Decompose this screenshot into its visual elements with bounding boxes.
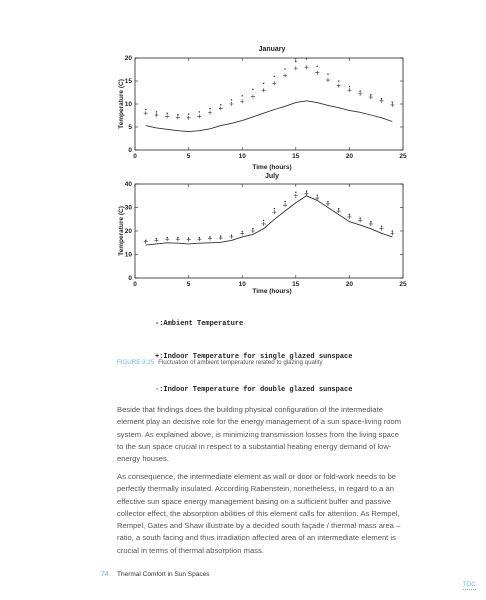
double-glazed-point (231, 234, 233, 236)
double-glazed-point (188, 113, 190, 115)
single-glazed-point (176, 115, 180, 119)
single-glazed-point (380, 227, 384, 231)
y-tick-label: 0 (128, 275, 132, 283)
x-tick-label: 25 (399, 153, 407, 160)
legend-single-glazed: +:Indoor Temperature for single glazed sunspace (155, 353, 353, 361)
double-glazed-point (392, 230, 394, 232)
single-glazed-point (347, 215, 351, 219)
single-glazed-point (337, 84, 341, 88)
footer-title: Thermal Comfort in Sun Spaces (117, 571, 210, 578)
double-glazed-point (156, 111, 158, 113)
january-y-ticks (125, 55, 403, 154)
single-glazed-point (305, 191, 309, 195)
single-glazed-point (251, 229, 255, 233)
single-glazed-point (358, 218, 362, 222)
single-glazed-point (369, 222, 373, 226)
july-chart (118, 173, 407, 295)
double-glazed-point (209, 108, 211, 110)
x-tick-label: 10 (238, 281, 246, 288)
y-tick-label: 30 (124, 204, 132, 212)
double-glazed-point (145, 109, 147, 111)
single-glazed-point (294, 194, 298, 198)
single-glazed-point (251, 95, 255, 99)
legend-ambient: -:Ambient Temperature (155, 320, 244, 328)
single-glazed-point (262, 88, 266, 92)
x-tick-label: 5 (186, 153, 191, 160)
double-glazed-point (327, 73, 329, 75)
double-glazed-point (220, 104, 222, 106)
ambient-temperature-line (146, 101, 393, 132)
y-tick-label: 20 (124, 228, 132, 236)
single-glazed-point (369, 95, 373, 99)
double-glazed-point (209, 236, 211, 238)
single-glazed-point (144, 111, 148, 115)
single-glazed-point (283, 73, 287, 77)
july-plot-frame (135, 184, 403, 278)
double-glazed-point (316, 66, 318, 68)
double-glazed-point (359, 90, 361, 92)
toc-link[interactable]: TOC (463, 582, 476, 588)
double-glazed-point (306, 190, 308, 192)
double-glazed-point (284, 201, 286, 203)
y-tick-label: 20 (124, 55, 132, 63)
double-glazed-point (156, 238, 158, 240)
double-glazed-point (284, 68, 286, 70)
january-series (144, 58, 395, 131)
legend-double-glazed: ·:Indoor Temperature for double glazed sunspace (155, 386, 353, 394)
single-glazed-point (272, 210, 276, 214)
chart-legend (155, 297, 352, 407)
y-tick-label: 0 (128, 147, 132, 155)
double-glazed-point (370, 221, 372, 223)
single-glazed-point (305, 65, 309, 69)
x-tick-label: 5 (186, 281, 191, 288)
double-glazed-point (370, 94, 372, 96)
double-glazed-point (241, 231, 243, 233)
july-x-ticks (133, 184, 407, 288)
double-glazed-point (199, 111, 201, 113)
y-tick-label: 5 (128, 124, 132, 132)
double-glazed-point (177, 237, 179, 239)
double-glazed-point (166, 237, 168, 239)
single-glazed-point (294, 66, 298, 70)
single-glazed-point (154, 113, 158, 117)
january-title: January (258, 46, 286, 53)
single-glazed-point (326, 78, 330, 82)
x-tick-label: 20 (345, 153, 354, 160)
double-glazed-point (274, 76, 276, 78)
single-glazed-point (347, 88, 351, 92)
double-glazed-point (392, 101, 394, 103)
single-glazed-point (208, 111, 212, 115)
double-glazed-point (381, 98, 383, 100)
double-glazed-point (145, 240, 147, 242)
double-glazed-point (306, 58, 308, 60)
double-glazed-point (295, 191, 297, 193)
double-glazed-point (381, 226, 383, 228)
x-tick-label: 15 (292, 281, 300, 288)
x-tick-label: 20 (345, 281, 354, 288)
single-glazed-point (197, 114, 201, 118)
double-glazed-point (274, 208, 276, 210)
january-y-axis-label: Temperature (C) (118, 79, 125, 129)
double-glazed-point (338, 80, 340, 82)
double-glazed-point (252, 89, 254, 91)
x-tick-label: 10 (238, 153, 246, 160)
single-glazed-point (165, 114, 169, 118)
single-glazed-point (240, 99, 244, 103)
single-glazed-point (326, 202, 330, 206)
double-glazed-point (166, 112, 168, 114)
single-glazed-point (390, 103, 394, 107)
y-tick-label: 40 (124, 181, 132, 189)
single-glazed-point (380, 99, 384, 103)
double-glazed-point (349, 86, 351, 88)
single-glazed-point (229, 102, 233, 106)
double-glazed-point (263, 220, 265, 222)
x-tick-label: 25 (399, 281, 407, 288)
july-y-ticks (125, 181, 403, 282)
x-tick-label: 0 (133, 153, 137, 160)
january-x-ticks (133, 58, 407, 160)
single-glazed-point (187, 116, 191, 120)
single-glazed-point (272, 81, 276, 85)
double-glazed-point (338, 208, 340, 210)
double-glazed-point (252, 228, 254, 230)
body-paragraph-1: Beside that findings does the building physical configuration of the intermediate element play an decisive role for the energy management of a sun space-living room system. As explained above, is minimizing transmission losses from the living space to the sun space crucial in respect to a substantial heating energy demand of low-energy houses. (117, 405, 402, 464)
double-glazed-point (220, 235, 222, 237)
double-glazed-point (359, 217, 361, 219)
x-tick-label: 0 (133, 281, 137, 288)
january-chart (118, 46, 407, 171)
single-glazed-point (315, 71, 319, 75)
single-glazed-point (262, 222, 266, 226)
y-tick-label: 15 (124, 78, 132, 86)
double-glazed-point (349, 214, 351, 216)
july-series (144, 190, 395, 245)
double-glazed-point (188, 237, 190, 239)
double-glazed-point (263, 83, 265, 85)
single-glazed-point (390, 231, 394, 235)
single-glazed-point (358, 92, 362, 96)
body-paragraph-2: As consequence, the intermediate element as wall or door or fold-work needs to be perfectly thermally insulated. According Rabenstein, nonetheless, in regard to a an effective sun space energy management basing on a sufficient buffer and passive collector effect, the absorption abilities of this element calls for attention. As Rempel, Rempel, Gates and Shaw illustrate by a decided south façade / thermal mass area – ratio, a south facing and thus irradiation affected area of an intermediate element is crucial in terms of thermal absorption mass. (117, 472, 401, 555)
january-x-axis-label: Time (hours) (252, 164, 292, 171)
single-glazed-point (219, 107, 223, 111)
double-glazed-point (177, 114, 179, 116)
y-tick-label: 10 (124, 101, 132, 109)
january-plot-frame (135, 58, 403, 150)
double-glazed-point (295, 61, 297, 63)
single-glazed-point (283, 203, 287, 207)
y-tick-label: 10 (124, 251, 132, 259)
figure-caption (117, 359, 323, 366)
double-glazed-point (241, 95, 243, 97)
single-glazed-point (337, 209, 341, 213)
double-glazed-point (316, 195, 318, 197)
double-glazed-point (327, 201, 329, 203)
double-glazed-point (199, 237, 201, 239)
july-title: July (264, 173, 280, 180)
july-x-axis-label: Time (hours) (252, 288, 292, 295)
double-glazed-point (231, 99, 233, 101)
figure-caption-text: Fluctuation of ambient temperature related to glazing quality (158, 359, 323, 366)
ambient-temperature-line (146, 196, 393, 245)
figure-label: FIGURE 3.25 (117, 359, 155, 366)
page-number: 74 (101, 571, 109, 578)
july-y-axis-label: Temperature (C) (118, 206, 125, 256)
x-tick-label: 15 (292, 153, 300, 160)
